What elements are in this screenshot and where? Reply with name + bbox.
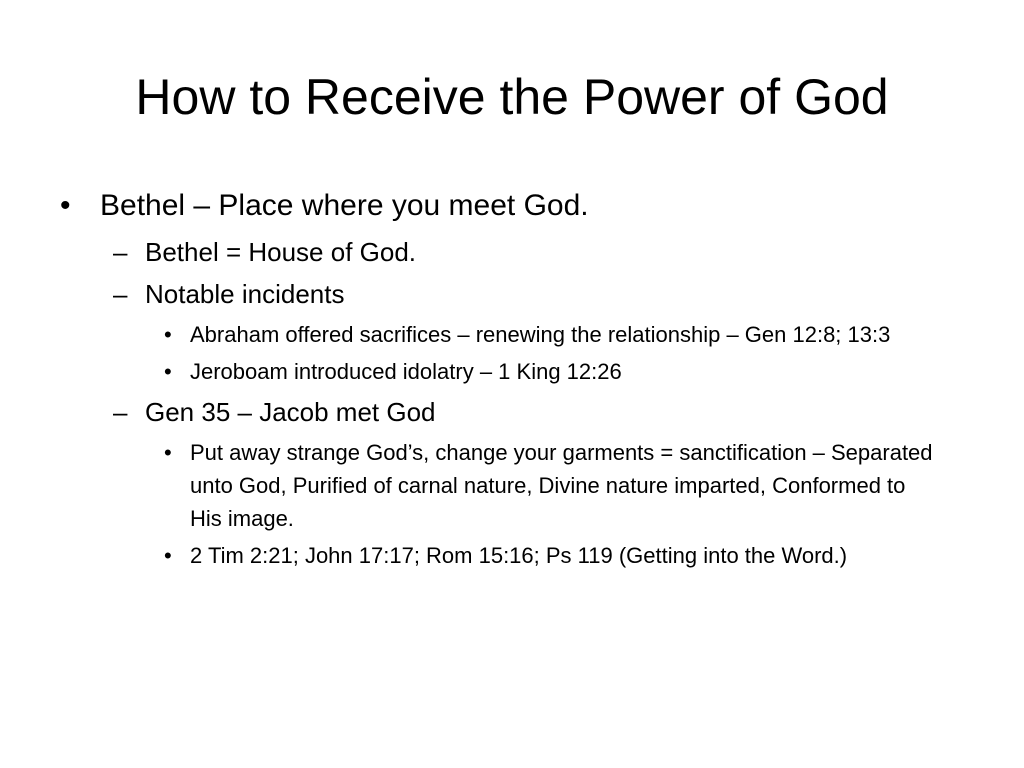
sub-bullet-text: Bethel = House of God.: [145, 237, 417, 267]
item-sanctification: [60, 436, 960, 535]
slide-content: [60, 184, 960, 576]
bullet-marker: •: [60, 189, 71, 222]
bullet-marker: •: [164, 322, 172, 347]
dash-marker: –: [113, 237, 128, 267]
sub-bullet-text: Notable incidents: [145, 279, 345, 309]
item-scripture-references: [60, 539, 960, 572]
sub-bullet-text: Gen 35 – Jacob met God: [145, 397, 436, 427]
item-abraham: [60, 318, 960, 351]
bullet-marker: •: [164, 359, 172, 384]
bullet-text: Bethel – Place where you meet God.: [100, 189, 589, 222]
item-text: Abraham offered sacrifices – renewing the relationship – Gen 12:8; 13:3: [190, 322, 891, 347]
item-text: Jeroboam introduced idolatry – 1 King 12:26: [190, 359, 622, 384]
sub-bullet-gen-35: [60, 394, 960, 430]
dash-marker: –: [113, 279, 128, 309]
bullet-marker: •: [164, 543, 172, 568]
dash-marker: –: [113, 397, 128, 427]
item-text: Put away strange God’s, change your garments = sanctification – Separated unto God, Purified of carnal nature, Divine nature imparted, Conformed to His image.: [190, 440, 933, 531]
slide-title: How to Receive the Power of God: [135, 69, 889, 125]
item-text: 2 Tim 2:21; John 17:17; Rom 15:16; Ps 119 (Getting into the Word.): [190, 543, 848, 568]
bullet-marker: •: [164, 440, 172, 465]
bullet-bethel: [60, 184, 960, 228]
sub-bullet-notable-incidents: [60, 276, 960, 312]
sub-bullet-house-of-god: [60, 234, 960, 270]
item-jeroboam: [60, 355, 960, 388]
